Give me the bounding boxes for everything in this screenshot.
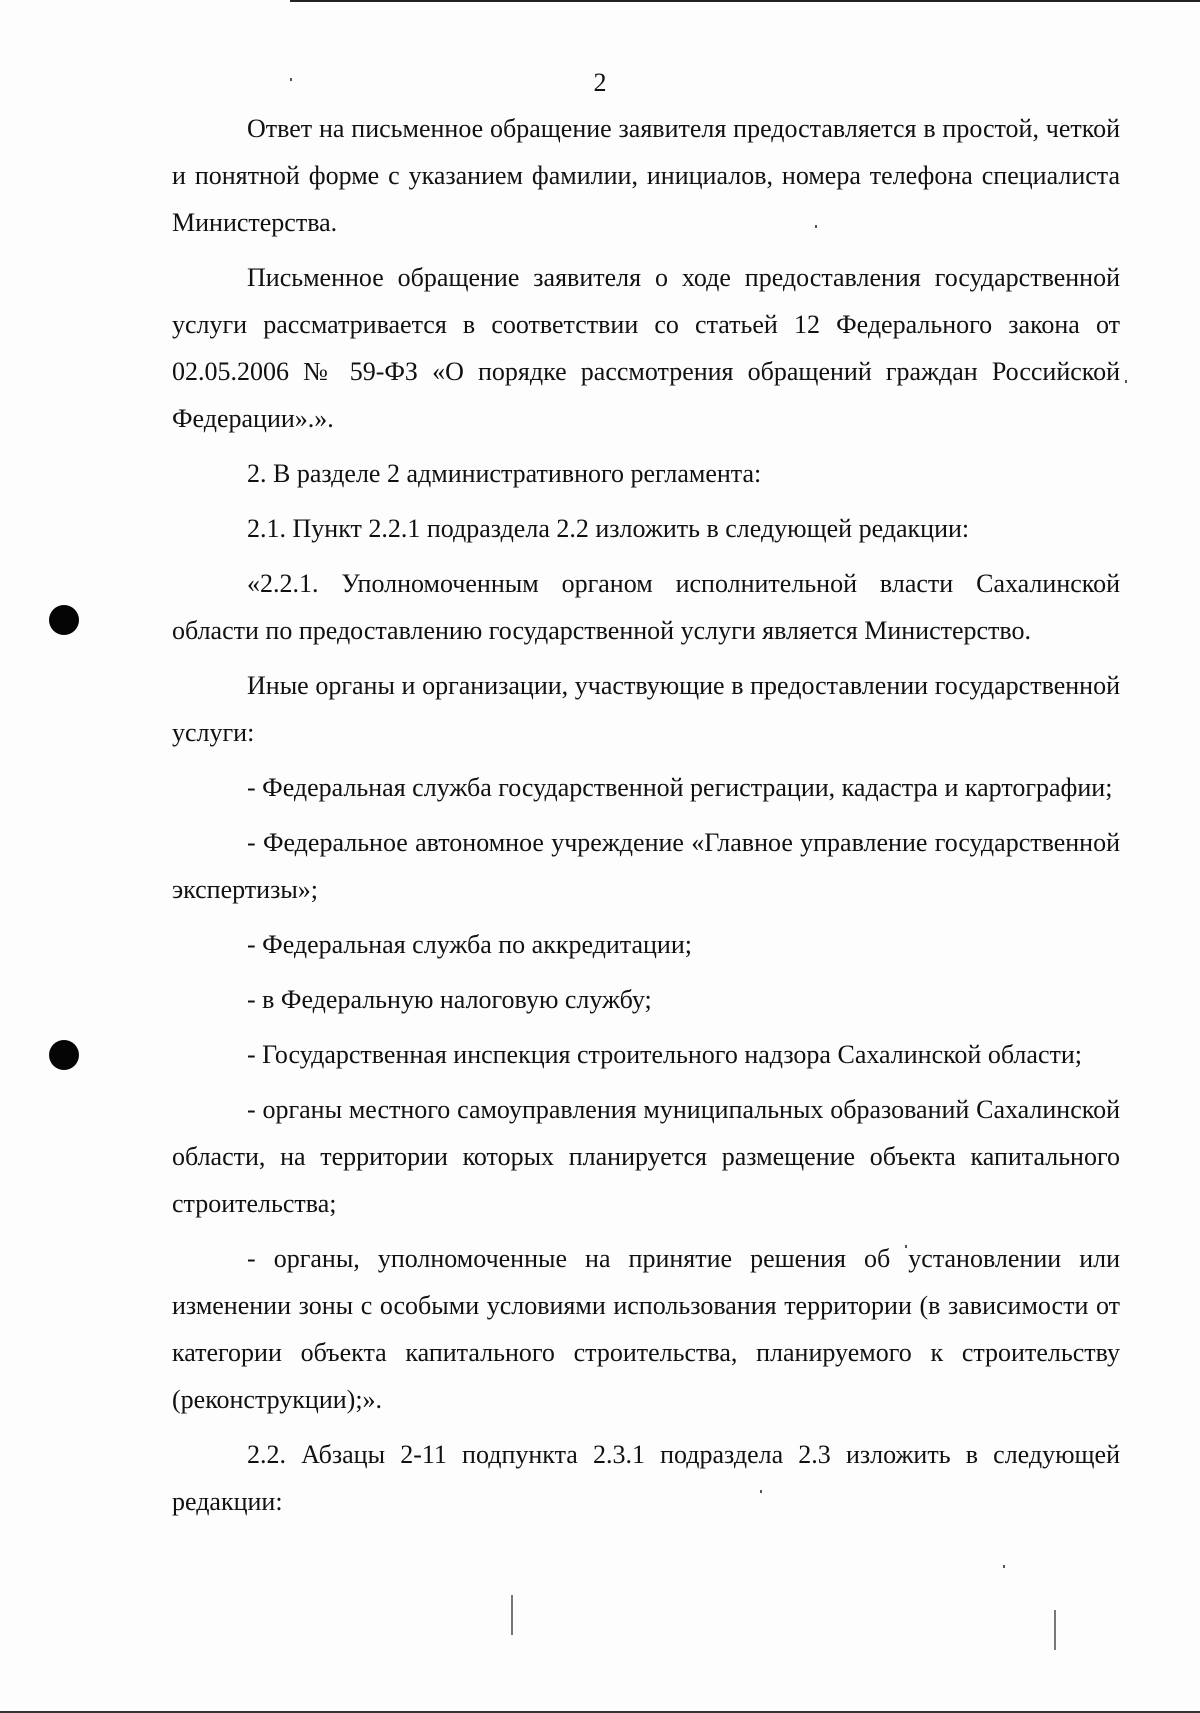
paragraph-item-2-2: 2.2. Абзацы 2-11 подпункта 2.3.1 подраздела 2.3 изложить в следующей редакции:: [172, 1440, 1120, 1516]
document-body: [172, 105, 1120, 1533]
list-item-local-government: - органы местного самоуправления муниципальных образований Сахалинской области, на территории которых планируется размещение объекта капитального строительства;: [172, 1095, 1120, 1218]
list-item-accreditation: - Федеральная служба по аккредитации;: [247, 930, 692, 959]
paragraph-item-2-1: 2.1. Пункт 2.2.1 подраздела 2.2 изложить в следующей редакции:: [247, 514, 970, 543]
paragraph-section-2: 2. В разделе 2 административного регламента:: [247, 459, 762, 488]
paragraph-item-2-2-1: «2.2.1. Уполномоченным органом исполнительной власти Сахалинской области по предоставлению государственной услуги является Министерство.: [172, 569, 1120, 645]
page-number: 2: [593, 68, 607, 97]
punch-hole: [49, 605, 79, 635]
list-item-rosreestr: - Федеральная служба государственной регистрации, кадастра и картографии;: [247, 773, 1113, 802]
scan-artifact: [511, 1595, 513, 1635]
paragraph-other-bodies: Иные органы и организации, участвующие в предоставлении государственной услуги:: [172, 671, 1120, 747]
scan-speck: [1003, 1565, 1005, 1568]
list-item-construction-inspection: - Государственная инспекция строительного надзора Сахалинской области;: [247, 1040, 1082, 1069]
paragraph-response-form: Ответ на письменное обращение заявителя предоставляется в простой, четкой и понятной форме с указанием фамилии, инициалов, номера телефона специалиста Министерства.: [172, 114, 1120, 237]
scan-artifact: [1054, 1610, 1056, 1650]
list-item-tax-service: - в Федеральную налоговую службу;: [247, 985, 652, 1014]
scan-speck: [1125, 380, 1127, 383]
punch-hole: [49, 1040, 79, 1070]
list-item-glavgosexpertiza: - Федеральное автономное учреждение «Главное управление государственной экспертизы»;: [172, 828, 1120, 904]
list-item-zone-authorities: - органы, уполномоченные на принятие решения об установлении или изменении зоны с особыми условиями использования территории (в зависимости от категории объекта капитального строительства, планируемого к строительству (реконструкции);».: [172, 1244, 1120, 1414]
paragraph-written-appeal: Письменное обращение заявителя о ходе предоставления государственной услуги рассматривается в соответствии со статьей 12 Федерального закона от 02.05.2006 № 59-ФЗ «О порядке рассмотрения обращений граждан Российской Федерации».».: [172, 263, 1120, 433]
scan-edge-top: [290, 0, 1200, 2]
